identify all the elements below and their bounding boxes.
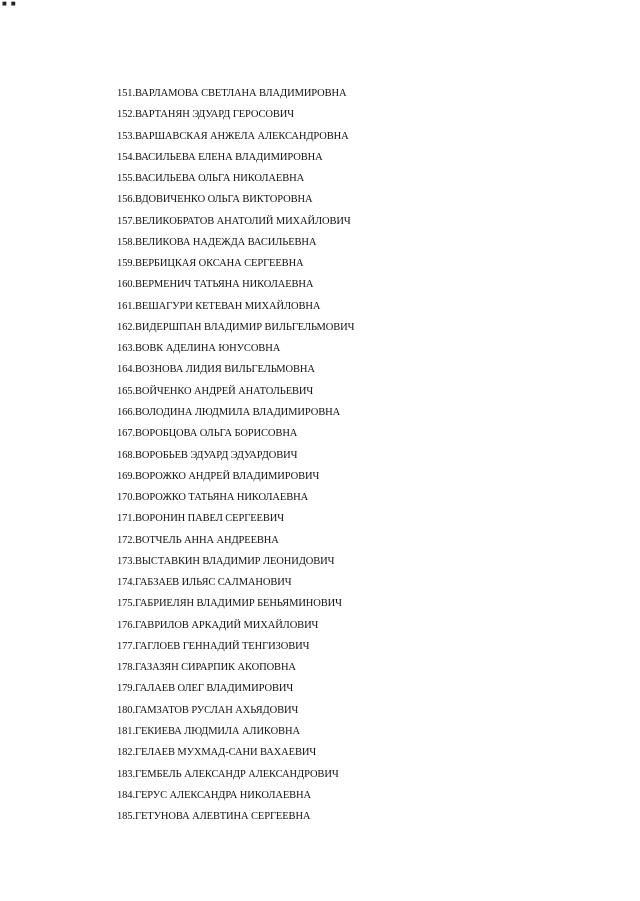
list-item: 173.ВЫСТАВКИН ВЛАДИМИР ЛЕОНИДОВИЧ <box>117 555 335 567</box>
list-item: 152.ВАРТАНЯН ЭДУАРД ГЕРОСОВИЧ <box>117 109 294 121</box>
list-item: 181.ГЕКИЕВА ЛЮДМИЛА АЛИКОВНА <box>117 725 300 737</box>
list-item: 170.ВОРОЖКО ТАТЬЯНА НИКОЛАЕВНА <box>117 492 309 504</box>
list-item: 164.ВОЗНОВА ЛИДИЯ ВИЛЬГЕЛЬМОВНА <box>117 364 315 376</box>
list-item: 156.ВДОВИЧЕНКО ОЛЬГА ВИКТОРОВНА <box>117 194 313 206</box>
list-item: 161.ВЕШАГУРИ КЕТЕВАН МИХАЙЛОВНА <box>117 300 321 312</box>
list-item: 179.ГАЛАЕВ ОЛЕГ ВЛАДИМИРОВИЧ <box>117 683 294 695</box>
list-item: 180.ГАМЗАТОВ РУСЛАН АХЬЯДОВИЧ <box>117 704 299 716</box>
list-item: 155.ВАСИЛЬЕВА ОЛЬГА НИКОЛАЕВНА <box>117 173 305 185</box>
list-item: 157.ВЕЛИКОБРАТОВ АНАТОЛИЙ МИХАЙЛОВИЧ <box>117 215 351 227</box>
list-item: 154.ВАСИЛЬЕВА ЕЛЕНА ВЛАДИМИРОВНА <box>117 151 323 163</box>
list-item: 177.ГАГЛОЕВ ГЕННАДИЙ ТЕНГИЗОВИЧ <box>117 640 310 652</box>
list-item: 151.ВАРЛАМОВА СВЕТЛАНА ВЛАДИМИРОВНА <box>117 88 347 99</box>
list-item: 171.ВОРОНИН ПАВЕЛ СЕРГЕЕВИЧ <box>117 513 284 525</box>
list-item: 165.ВОЙЧЕНКО АНДРЕЙ АНАТОЛЬЕВИЧ <box>117 385 314 397</box>
list-item: 167.ВОРОБЦОВА ОЛЬГА БОРИСОВНА <box>117 428 298 440</box>
list-item: 162.ВИДЕРШПАН ВЛАДИМИР ВИЛЬГЕЛЬМОВИЧ <box>117 321 355 333</box>
list-item: 160.ВЕРМЕНИЧ ТАТЬЯНА НИКОЛАЕВНА <box>117 279 314 291</box>
list-item: 159.ВЕРБИЦКАЯ ОКСАНА СЕРГЕЕВНА <box>117 258 304 270</box>
list-item: 158.ВЕЛИКОВА НАДЕЖДА ВАСИЛЬЕВНА <box>117 236 317 248</box>
scan-mark: ■ ■ <box>2 0 17 8</box>
list-item: 175.ГАБРИЕЛЯН ВЛАДИМИР БЕНЬЯМИНОВИЧ <box>117 598 342 610</box>
list-item: 163.ВОВК АДЕЛИНА ЮНУСОВНА <box>117 343 281 355</box>
list-item: 185.ГЕТУНОВА АЛЕВТИНА СЕРГЕЕВНА <box>117 811 311 823</box>
list-item: 183.ГЕМБЕЛЬ АЛЕКСАНДР АЛЕКСАНДРОВИЧ <box>117 768 339 780</box>
list-item: 169.ВОРОЖКО АНДРЕЙ ВЛАДИМИРОВИЧ <box>117 470 320 482</box>
list-item: 176.ГАВРИЛОВ АРКАДИЙ МИХАЙЛОВИЧ <box>117 619 319 631</box>
list-item: 153.ВАРШАВСКАЯ АНЖЕЛА АЛЕКСАНДРОВНА <box>117 130 349 142</box>
list-item: 184.ГЕРУС АЛЕКСАНДРА НИКОЛАЕВНА <box>117 789 312 801</box>
list-item: 182.ГЕЛАЕВ МУХМАД-САНИ ВАХАЕВИЧ <box>117 747 317 759</box>
list-item: 174.ГАБЗАЕВ ИЛЬЯС САЛМАНОВИЧ <box>117 577 292 589</box>
list-item: 172.ВОТЧЕЛЬ АННА АНДРЕЕВНА <box>117 534 279 546</box>
list-item: 168.ВОРОБЬЕВ ЭДУАРД ЭДУАРДОВИЧ <box>117 449 298 461</box>
name-list <box>117 87 354 831</box>
list-item: 166.ВОЛОДИНА ЛЮДМИЛА ВЛАДИМИРОВНА <box>117 406 341 418</box>
list-item: 178.ГАЗАЗЯН СИРАРПИК АКОПОВНА <box>117 662 296 674</box>
